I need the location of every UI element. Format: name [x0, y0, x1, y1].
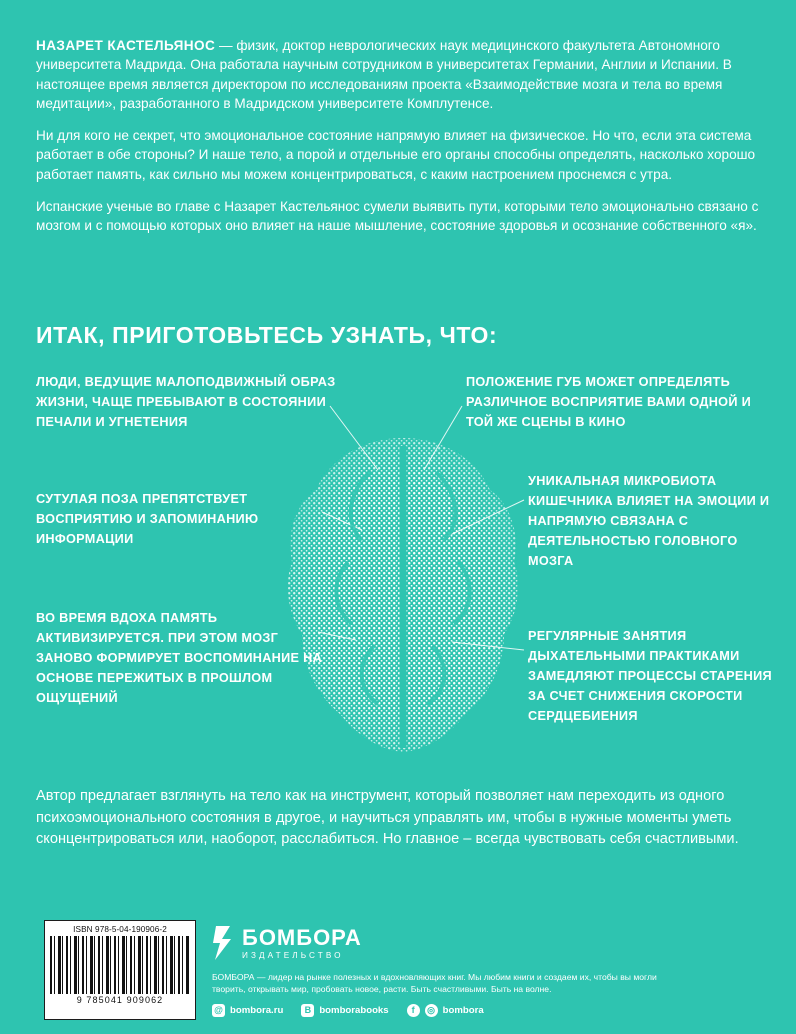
- fact-item: РЕГУЛЯРНЫЕ ЗАНЯТИЯ ДЫХАТЕЛЬНЫМИ ПРАКТИКАМИ ЗАМЕДЛЯЮТ ПРОЦЕССЫ СТАРЕНИЯ ЗА СЧЕТ СНИЖЕНИЯ СКОРОСТИ СЕРДЦЕБИЕНИЯ: [528, 629, 772, 724]
- author-blurb: [36, 36, 760, 249]
- social-bombora-label: bombora: [442, 1005, 484, 1017]
- barcode-digits: 9 785041 909062: [76, 995, 164, 1005]
- author-name: НАЗАРЕТ КАСТЕЛЬЯНОС: [36, 38, 216, 53]
- blurb-p1-rest: — физик, доктор неврологических наук медицинского факультета Автономного университета Мадрида. Она работала научным сотрудником в университетах Германии, Англии и Испании. В настоящее время является директором по исследованиям проекта «Взаимодействие мозга и тела во время медитации», разработанного в Мадридском университете Комплутенсе.: [36, 38, 732, 111]
- publisher-links: [212, 1004, 772, 1017]
- website-link[interactable]: [212, 1004, 283, 1017]
- social-link-books[interactable]: [301, 1004, 388, 1017]
- blurb-paragraph-1: [36, 36, 760, 113]
- publisher-logo-icon: [212, 926, 234, 960]
- footer: [0, 916, 796, 1034]
- barcode-bars: [50, 936, 190, 994]
- fact-item: ЛЮДИ, ВЕДУЩИЕ МАЛОПОДВИЖНЫЙ ОБРАЗ ЖИЗНИ, ЧАЩЕ ПРЕБЫВАЮТ В СОСТОЯНИИ ПЕЧАЛИ И УГНЕТЕНИЯ: [36, 375, 336, 430]
- closing-paragraph: Автор предлагает взглянуть на тело как на инструмент, который позволяет нам переходить из одного психоэмоционального состояния в другое, и научиться управлять им, чтобы в нужные моменты уметь сконцентрироваться или, наоборот, расслабиться. Но главное – всегда чувствовать себя счастливыми.: [36, 788, 739, 848]
- publisher-subtitle: ИЗДАТЕЛЬСТВО: [242, 950, 344, 960]
- section-heading: ИТАК, ПРИГОТОВЬТЕСЬ УЗНАТЬ, ЧТО:: [36, 322, 498, 348]
- fact-item: ВО ВРЕМЯ ВДОХА ПАМЯТЬ АКТИВИЗИРУЕТСЯ. ПРИ ЭТОМ МОЗГ ЗАНОВО ФОРМИРУЕТ ВОСПОМИНАНИЕ НА ОСНОВЕ ПЕРЕЖИТЫХ В ПРОШЛОМ ОЩУЩЕНИЙ: [36, 611, 323, 706]
- blurb-paragraph-3: Испанские ученые во главе с Назарет Кастельянос сумели выявить пути, которыми тело эмоционально связано с мозгом и с помощью которых оно влияет на наше мышление, состояние здоровья и осознание собственного «я».: [36, 199, 759, 234]
- fact-item: ПОЛОЖЕНИЕ ГУБ МОЖЕТ ОПРЕДЕЛЯТЬ РАЗЛИЧНОЕ ВОСПРИЯТИЕ ВАМИ ОДНОЙ И ТОЙ ЖЕ СЦЕНЫ В КИНО: [466, 375, 751, 430]
- globe-icon: @: [212, 1004, 225, 1017]
- social-link-bombora[interactable]: [407, 1004, 484, 1017]
- fact-item: УНИКАЛЬНАЯ МИКРОБИОТА КИШЕЧНИКА ВЛИЯЕТ НА ЭМОЦИИ И НАПРЯМУЮ СВЯЗАНА С ДЕЯТЕЛЬНОСТЬЮ ГОЛОВНОГО МОЗГА: [528, 474, 770, 569]
- publisher-name: БОМБОРА: [242, 924, 362, 950]
- facebook-icon: f: [407, 1004, 420, 1017]
- publisher-block: [212, 926, 772, 1017]
- instagram-icon: ◎: [425, 1004, 438, 1017]
- fact-item: СУТУЛАЯ ПОЗА ПРЕПЯТСТВУЕТ ВОСПРИЯТИЮ И ЗАПОМИНАНИЮ ИНФОРМАЦИИ: [36, 492, 259, 547]
- vk-icon: B: [301, 1004, 314, 1017]
- brain-illustration: [278, 432, 528, 762]
- social-books-label: bomborabooks: [319, 1005, 389, 1017]
- blurb-paragraph-2: Ни для кого не секрет, что эмоциональное состояние напрямую влияет на физическое. Но что, если эта система работает в обе стороны? И наше тело, а порой и отдельные его органы способны определять, насколько хорошо работает память, как сильно мы можем концентрироваться, с каким настроением проснемся с утра.: [36, 128, 756, 182]
- barcode: [44, 920, 196, 1020]
- website-label: bombora.ru: [230, 1005, 284, 1017]
- isbn-text: ISBN 978-5-04-190906-2: [73, 925, 167, 934]
- publisher-description: БОМБОРА — лидер на рынке полезных и вдохновляющих книг. Мы любим книги и создаем их, чтобы вы могли творить, открывать мир, пробовать новое, расти. Быть счастливыми. Быть на волне.: [212, 972, 657, 995]
